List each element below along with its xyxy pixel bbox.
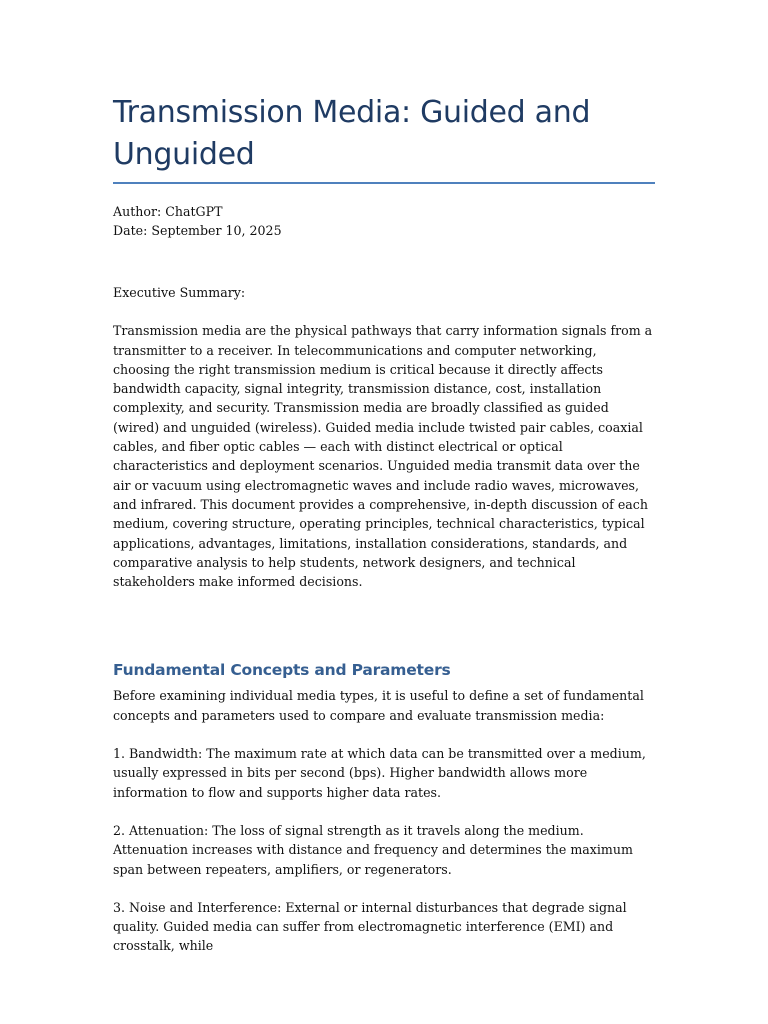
section-intro-paragraph: Before examining individual media types, it is useful to define a set of fundamental concepts and parameters used to compare and evaluate transmission media: bbox=[113, 688, 644, 723]
list-item-bandwidth: 1. Bandwidth: The maximum rate at which data can be transmitted over a medium, usually expressed in bits per second (bps). Higher bandwidth allows more information to flow and supports higher data rates. bbox=[113, 746, 646, 800]
section-heading: Fundamental Concepts and Parameters bbox=[113, 661, 451, 680]
document-metadata bbox=[113, 202, 656, 240]
document-title: Transmission Media: Guided and Unguided bbox=[113, 95, 591, 172]
list-item-attenuation: 2. Attenuation: The loss of signal strength as it travels along the medium. Attenuation increases with distance and frequency and determines the maximum span between repeaters, amplifiers, or regenerators. bbox=[113, 822, 633, 877]
author-line: Author: ChatGPT bbox=[113, 204, 223, 219]
executive-summary-paragraph: Transmission media are the physical pathways that carry information signals from a transmitter to a receiver. In telecommunications and computer networking, choosing the right transmission medium is critical because it directly affects bandwidth capacity, signal integrity, transmission distance, cost, installation complexity, and security. Transmission media are broadly classified as guided (wired) and unguided (wireless). Guided media include twisted pair cables, coaxial cables, and fiber optic cables — each with distinct electrical or optical characteristics and deployment scenarios. Unguided media transmit data over the air or vacuum using electromagnetic waves and include radio waves, microwaves, and infrared. This document provides a comprehensive, in-depth discussion of each medium, covering structure, operating principles, technical characteristics, typical applications, advantages, limitations, installation considerations, standards, and comparative analysis to help students, network designers, and technical stakeholders make informed decisions. bbox=[113, 323, 653, 590]
document-page bbox=[113, 92, 656, 956]
executive-summary-label: Executive Summary: bbox=[113, 285, 246, 300]
title-underline-rule bbox=[113, 182, 655, 184]
list-item-noise-interference: 3. Noise and Interference: External or internal disturbances that degrade signal quality. Guided media can suffer from electromagnetic interference (EMI) and crosstalk, while bbox=[113, 899, 627, 954]
date-line: Date: September 10, 2025 bbox=[113, 223, 282, 238]
